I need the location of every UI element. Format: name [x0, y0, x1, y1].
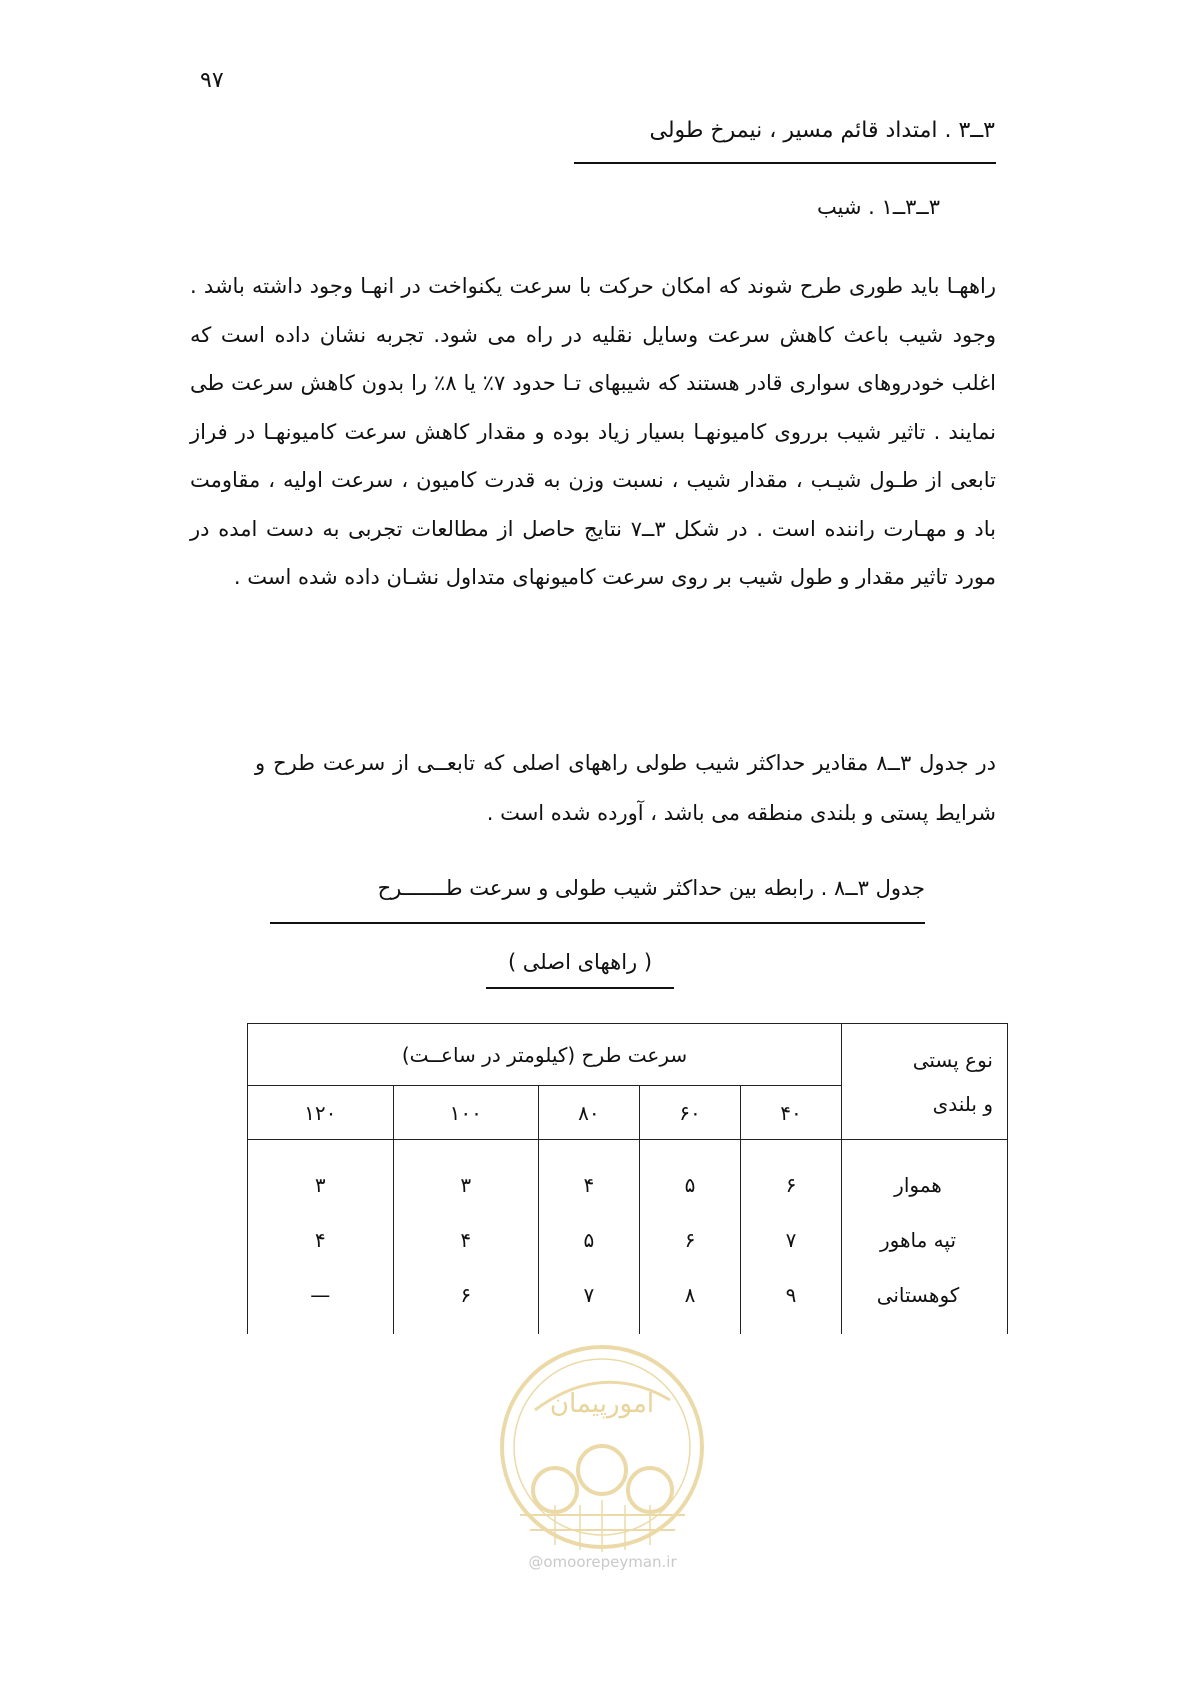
grade-value: ۴ [460, 1228, 472, 1252]
speed-column-header: ۱۲۰ [248, 1086, 394, 1140]
design-speed-header: سرعت طرح (کیلومتر در ساعــت) [248, 1024, 842, 1086]
table-caption: جدول ۳ــ۸ . رابطه بین حداکثر شیب طولی و سرعت طـــــــرح [377, 876, 925, 900]
section-heading: ۳ــ۳ . امتداد قائم مسیر ، نیمرخ طولی [649, 118, 995, 143]
table-caption-underline [270, 922, 925, 924]
watermark-url: @omoorepeyman.ir [528, 1553, 677, 1571]
table-subcaption: ( راههای اصلی ) [507, 950, 653, 974]
grade-value: ۳ [314, 1173, 326, 1197]
terrain-label: تپه ماهور [879, 1228, 957, 1252]
terrain-label: کوهستانی [876, 1283, 960, 1307]
speed-column-header: ۱۰۰ [393, 1086, 538, 1140]
table-header-row [248, 1024, 1008, 1086]
section-heading-underline [574, 162, 996, 164]
body-paragraph: راههـا باید طوری طرح شوند که امکان حرکت با سرعت یکنواخت در انهـا وجود داشته باشد . وجود شیب باعث کاهش سرعت وسایل نقلیه در راه می شود. تجربه نشان داده است که اغلب خودروهای سواری قادر هستند که شیبهای تـا حدود ۷٪ یا ۸٪ را بدون کاهش سرعت طی نمایند . تاثیر شیب برروی کامیونهـا بسیار زیاد بوده و مقدار کاهش سرعت کامیونهـا در فراز تابعی از طـول شیـب ، مقدار شیب ، نسبت وزن به قدرت کامیون ، سرعت اولیه ، مقاومت باد و مهـارت راننده است . در شکل ۳ــ۷ نتایج حاصل از مطالعات تجربی به دست امده در مورد تاثیر مقدار و طول شیب بر روی سرعت کامیونهای متداول نشـان داده شده است . [190, 274, 996, 589]
grade-value: ۴ [314, 1228, 326, 1252]
watermark-logo-text: امورپیمان [549, 1389, 655, 1419]
grade-column [740, 1140, 841, 1335]
terrain-header-line: و بلندی [932, 1091, 993, 1116]
grade-value: ۷ [583, 1283, 595, 1307]
grade-value: ۷ [785, 1228, 797, 1252]
grade-value: ۴ [583, 1173, 595, 1197]
grade-value: ۵ [583, 1228, 595, 1252]
speed-column-header: ۴۰ [740, 1086, 841, 1140]
grade-column [393, 1140, 538, 1335]
table-body [248, 1140, 1008, 1335]
page-number: ۹۷ [200, 68, 224, 93]
grade-value: ۸ [684, 1283, 696, 1307]
speed-column-header: ۸۰ [538, 1086, 639, 1140]
max-grade-table [247, 1023, 1008, 1334]
subsection-heading: ۳ــ۳ــ۱ . شیب [816, 195, 940, 219]
grade-value: ۶ [460, 1283, 472, 1307]
table-subcaption-underline [486, 987, 674, 989]
terrain-type-header [842, 1024, 1008, 1140]
watermark-logo [495, 1340, 710, 1555]
terrain-label: هموار [894, 1173, 942, 1197]
grade-column [248, 1140, 394, 1335]
terrain-header-line: نوع پستی [912, 1047, 993, 1072]
grade-value: — [310, 1283, 331, 1307]
grade-column [538, 1140, 639, 1335]
grade-column [639, 1140, 740, 1335]
grade-value: ۵ [684, 1173, 696, 1197]
terrain-column [842, 1140, 1008, 1335]
speed-column-header: ۶۰ [639, 1086, 740, 1140]
grade-value: ۹ [785, 1283, 797, 1307]
grade-value: ۶ [785, 1173, 797, 1197]
watermark-seal-icon [495, 1340, 710, 1555]
grade-value: ۶ [684, 1228, 696, 1252]
grade-value: ۳ [460, 1173, 472, 1197]
body-paragraph: در جدول ۳ــ۸ مقادیر حداکثر شیب طولی راههای اصلی که تابعــی از سرعت طرح و شرایط پستی و بلندی منطقه می باشد ، آورده شده است . [255, 751, 997, 825]
